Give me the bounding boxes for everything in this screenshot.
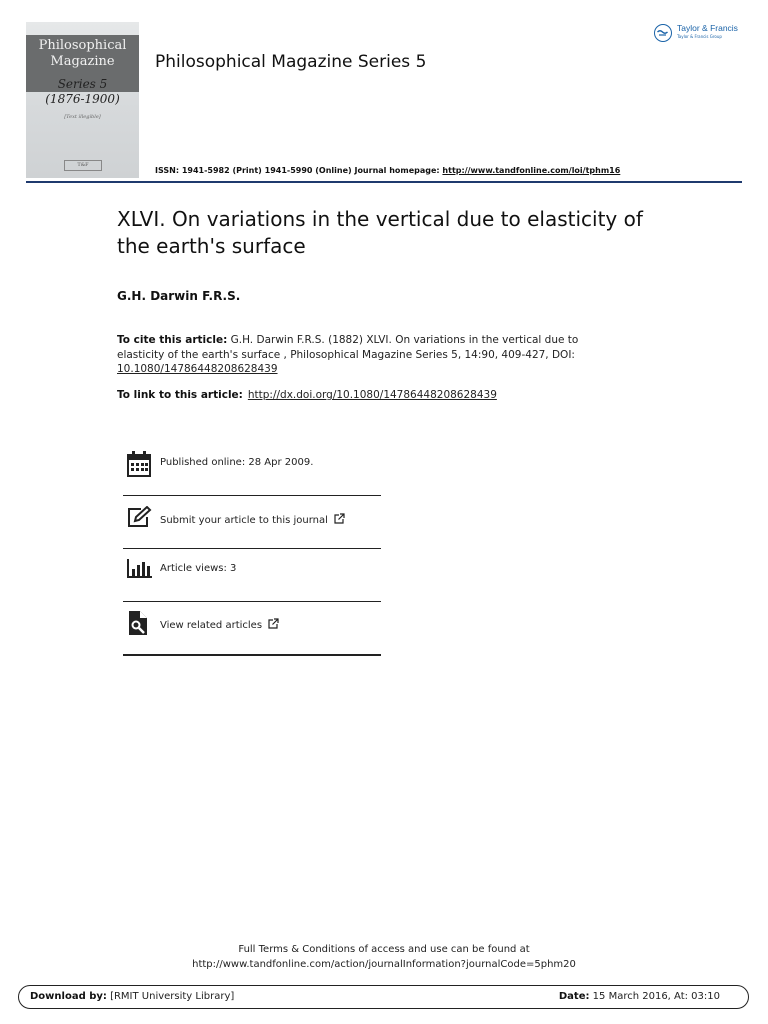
external-link-icon xyxy=(268,618,279,632)
submit-article-text: Submit your article to this journal xyxy=(160,515,328,526)
search-document-icon xyxy=(127,610,149,640)
cover-publisher-mark: T&F xyxy=(64,160,102,171)
header-divider xyxy=(26,181,742,183)
download-date-value: 15 March 2016, At: 03:10 xyxy=(589,991,720,1002)
info-item-published xyxy=(123,451,381,479)
terms-url[interactable]: http://www.tandfonline.com/action/journalInformation?journalCode=5phm20 xyxy=(192,959,576,970)
download-by-value: [RMIT University Library] xyxy=(106,991,235,1002)
info-item-related[interactable] xyxy=(123,610,381,638)
related-articles-link[interactable] xyxy=(160,618,279,632)
cover-title xyxy=(26,38,139,70)
publisher-group: Taylor & Francis Group xyxy=(677,34,722,39)
article-link-line xyxy=(117,389,497,401)
terms-notice xyxy=(0,942,768,972)
journal-title: Philosophical Magazine Series 5 xyxy=(155,52,427,72)
issn-text: ISSN: 1941-5982 (Print) 1941-5990 (Online) Journal homepage: xyxy=(155,166,443,175)
journal-cover-image xyxy=(26,22,139,178)
citation-block xyxy=(117,333,617,377)
external-link-icon xyxy=(334,513,345,527)
cover-series xyxy=(26,77,139,107)
doi-link[interactable]: 10.1080/14786448208628439 xyxy=(117,363,278,375)
article-title: XLVI. On variations in the vertical due to elasticity of the earth's surface xyxy=(117,207,643,258)
citation-label: To cite this article: xyxy=(117,334,228,346)
download-date-label: Date: xyxy=(558,991,590,1002)
submit-article-link[interactable] xyxy=(160,513,345,527)
article-link-label: To link to this article: xyxy=(117,389,243,401)
download-by-label: Download by: xyxy=(30,991,107,1002)
cover-series-line2: (1876-1900) xyxy=(45,92,120,106)
article-link[interactable]: http://dx.doi.org/10.1080/14786448208628439 xyxy=(247,389,497,401)
download-info-bar xyxy=(18,985,749,1009)
edit-icon xyxy=(127,506,153,532)
article-author: G.H. Darwin F.R.S. xyxy=(117,289,241,303)
cover-title-line1: Philosophical xyxy=(38,38,127,53)
article-views-text: Article views: 3 xyxy=(160,563,237,574)
download-date xyxy=(559,991,720,1002)
cover-series-line1: Series 5 xyxy=(57,77,108,91)
published-date-text: Published online: 28 Apr 2009. xyxy=(160,457,314,468)
info-divider xyxy=(123,548,381,549)
related-articles-text: View related articles xyxy=(160,620,263,631)
cover-title-line2: Magazine xyxy=(50,54,115,69)
info-divider xyxy=(123,601,381,602)
bar-chart-icon xyxy=(127,558,153,582)
calendar-icon xyxy=(127,451,151,481)
info-item-submit[interactable] xyxy=(123,506,381,532)
terms-line1: Full Terms & Conditions of access and use can be found at xyxy=(238,944,530,955)
issn-line xyxy=(155,166,620,175)
download-by xyxy=(30,991,234,1002)
publisher-logo[interactable] xyxy=(654,22,746,46)
publisher-name: Taylor & Francis xyxy=(677,23,738,33)
info-divider xyxy=(123,495,381,496)
cover-subtitle: [Text illegible] xyxy=(64,114,101,120)
publisher-logo-icon xyxy=(654,24,672,42)
citation-text: G.H. Darwin F.R.S. (1882) XLVI. On variations in the vertical due to elasticity of the earth's surface , Philosophical Magazine Series 5, 14:90, 409-427, DOI: xyxy=(117,334,579,361)
info-divider xyxy=(123,654,381,656)
journal-homepage-link[interactable]: http://www.tandfonline.com/loi/tphm16 xyxy=(442,166,621,175)
info-item-views xyxy=(123,558,381,580)
